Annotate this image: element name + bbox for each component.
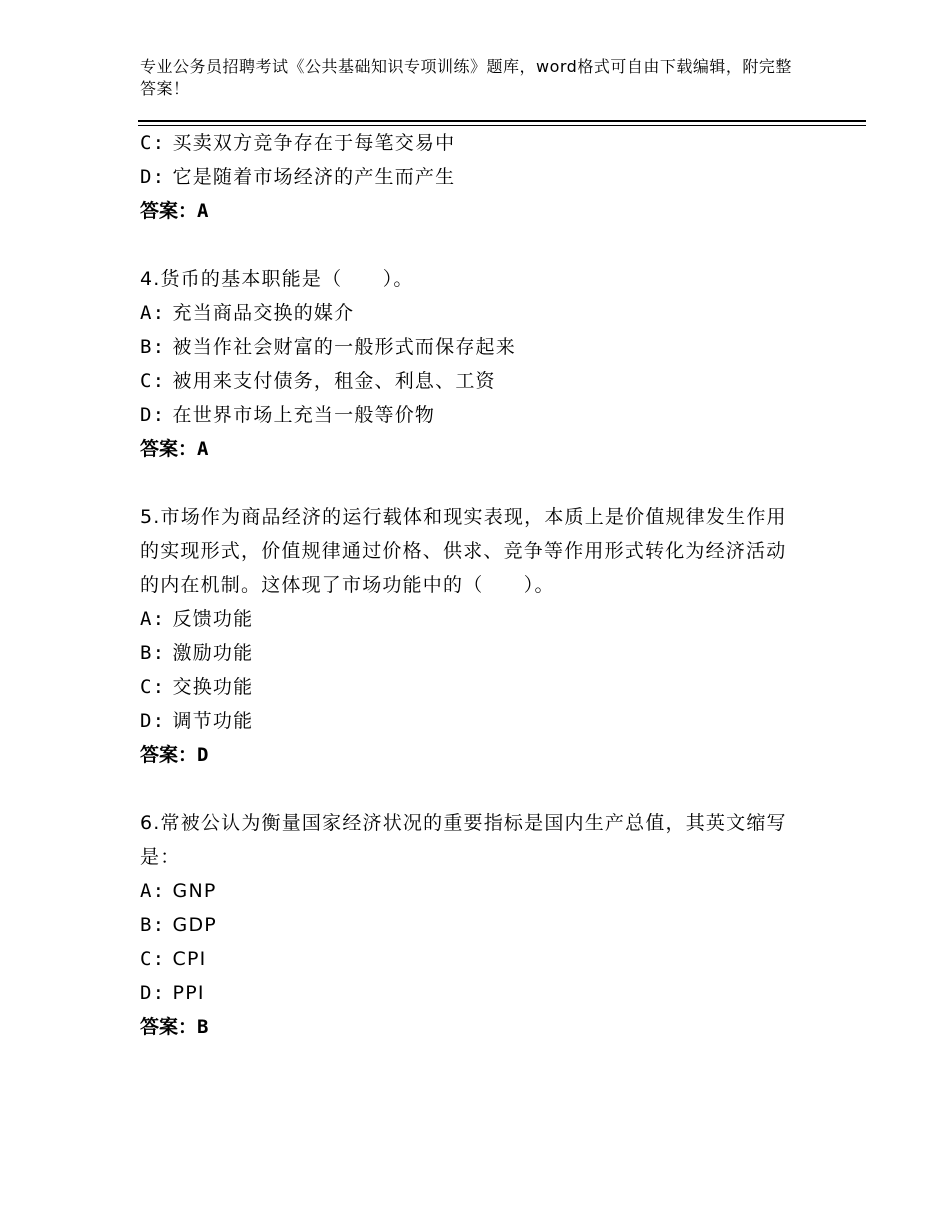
question-stem: 5.市场作为商品经济的运行载体和现实表现，本质上是价值规律发生作用的实现形式，价值规律通过价格、供求、竞争等作用形式转化为经济活动的内在机制。这体现了市场功能中的（ ）。 [140,506,787,596]
answer-line: 答案：B [140,1016,209,1038]
option-d: D: PPI [140,982,205,1004]
option-c: C: 交换功能 [140,676,254,698]
question-3-continued [140,126,820,228]
question-stem: 6.常被公认为衡量国家经济状况的重要指标是国内生产总值，其英文缩写是： [140,812,787,868]
answer-line: 答案：D [140,744,209,766]
page-header: 专业公务员招聘考试《公共基础知识专项训练》题库，word格式可自由下载编辑，附完整答案！ [140,57,792,98]
option-d: D: 调节功能 [140,710,254,732]
question-stem: 4.货币的基本职能是（ ）。 [140,268,414,290]
option-a: A: 充当商品交换的媒介 [140,302,355,324]
question-5 [140,500,820,772]
answer-line: 答案：A [140,438,209,460]
option-a: A: GNP [140,880,217,902]
question-4 [140,262,820,466]
option-c: C: CPI [140,948,207,970]
option-b: B: GDP [140,914,217,936]
answer-line: 答案：A [140,200,209,222]
question-6 [140,806,820,1044]
option-b: B: 被当作社会财富的一般形式而保存起来 [140,336,516,358]
header-rule-thick [138,120,866,122]
option-a: A: 反馈功能 [140,608,254,630]
question-list [140,126,820,1044]
option-c: C: 被用来支付债务，租金、利息、工资 [140,370,496,392]
option-d: D: 在世界市场上充当一般等价物 [140,404,436,426]
option-c: C: 买卖双方竞争存在于每笔交易中 [140,132,456,154]
option-d: D: 它是随着市场经济的产生而产生 [140,166,456,188]
option-b: B: 激励功能 [140,642,254,664]
